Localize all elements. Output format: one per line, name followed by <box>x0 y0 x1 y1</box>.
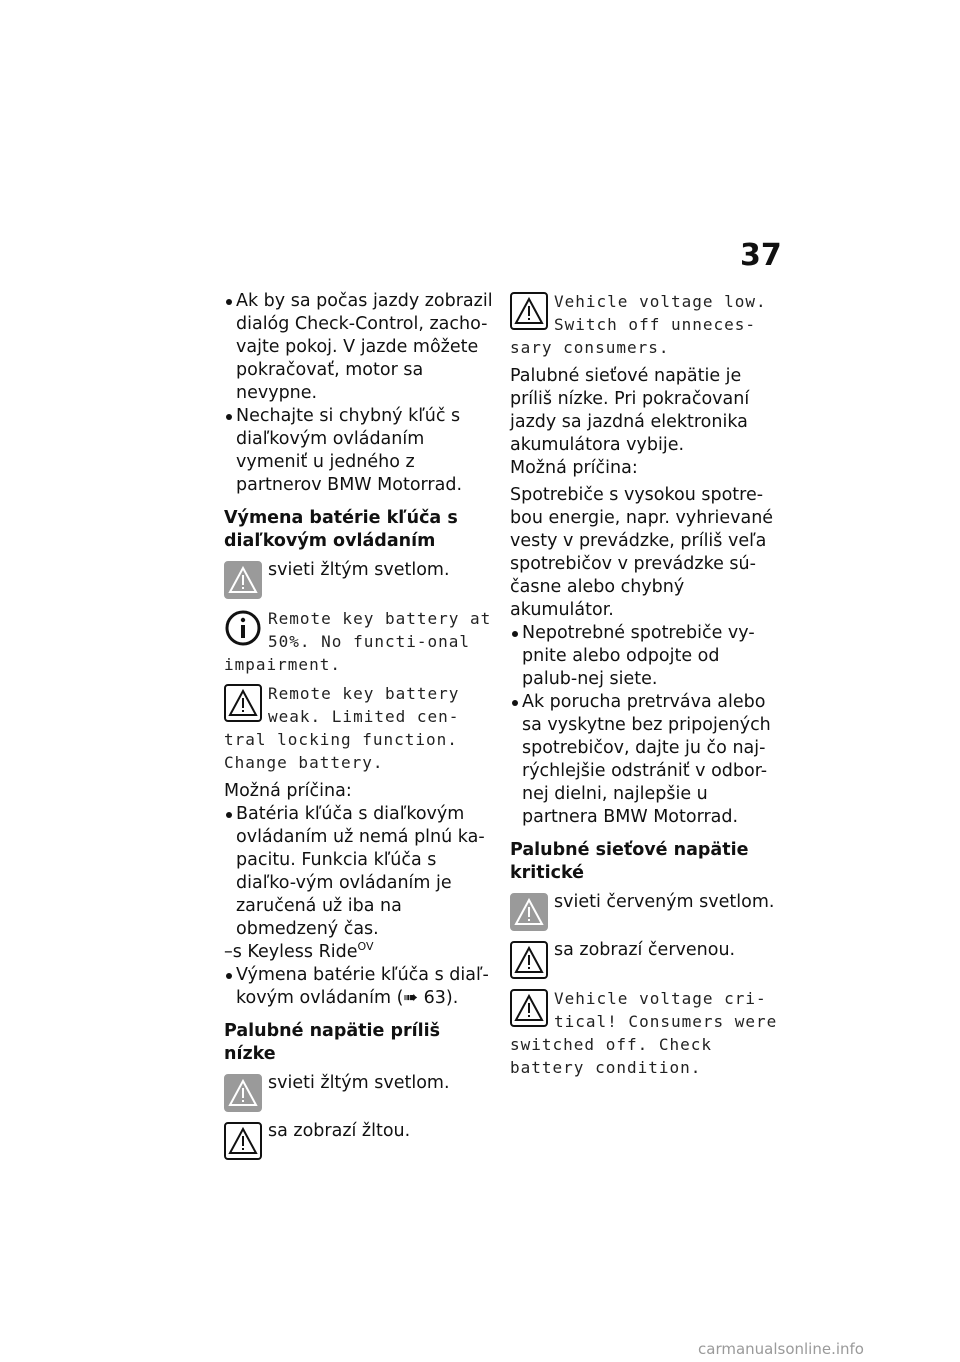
warning-triangle-icon <box>224 1122 262 1160</box>
arrow-icon: ➠ <box>403 988 419 1008</box>
footer-watermark: carmanualsonline.info <box>698 1340 864 1358</box>
left-column <box>224 290 494 1162</box>
keyless-text: –s Keyless Ride <box>224 942 358 962</box>
display-message: Remote key battery weak. Limited cen-tral locking function. Change battery. <box>224 684 460 772</box>
paragraph: Spotrebiče s vysokou spotre-bou energie, napr. vyhrievané vesty v prevádzke, príliš veľa spotrebičov v prevádzke sú-časne alebo chybný akumulátor. <box>510 485 774 620</box>
page-ref[interactable]: 63). <box>418 988 459 1008</box>
keyless-line <box>224 941 494 964</box>
display-text: sa zobrazí žltou. <box>268 1121 411 1141</box>
cause-label: Možná príčina: <box>224 781 352 801</box>
bullet-item <box>224 964 494 1010</box>
warning-display-row <box>510 939 780 981</box>
light-text: svieti červeným svetlom. <box>554 892 775 912</box>
bullet-item: Nepotrebné spotrebiče vy-pnite alebo odpojte od palub-nej siete. <box>510 622 780 691</box>
warning-triangle-icon <box>224 684 262 722</box>
info-message-row <box>224 607 494 676</box>
section-heading: Palubné napätie príliš nízke <box>224 1021 441 1064</box>
warning-triangle-icon <box>510 941 548 979</box>
bullet-item: Ak by sa počas jazdy zobrazil dialóg Check-Control, zacho-vajte pokoj. V jazde môžete pokračovať, motor sa nevypne. <box>224 290 494 405</box>
warning-message-row <box>510 987 780 1079</box>
display-message: Vehicle voltage low. Switch off unneces-sary consumers. <box>510 292 767 357</box>
cause-label: Možná príčina: <box>510 458 638 478</box>
warning-message-row <box>224 682 494 774</box>
warning-triangle-icon <box>510 292 548 330</box>
display-text: sa zobrazí červenou. <box>554 940 736 960</box>
display-message: Vehicle voltage cri-tical! Consumers were switched off. Check battery condition. <box>510 989 778 1077</box>
keyless-sup: OV <box>357 940 374 954</box>
warning-triangle-icon <box>510 989 548 1027</box>
bullet-item: Batéria kľúča s diaľkovým ovládaním už nemá plnú ka-pacitu. Funkcia kľúča s diaľko-vým ovládaním je zaručená už iba na obmedzený čas. <box>224 803 494 941</box>
warning-triangle-icon <box>224 1074 262 1112</box>
warning-light-row <box>224 1072 494 1114</box>
warning-triangle-icon <box>510 893 548 931</box>
warning-light-row <box>224 559 494 601</box>
bullet-item: Ak porucha pretrváva alebo sa vyskytne bez pripojených spotrebičov, dajte ju čo naj-rýchlejšie odstrániť v odbor-nej dielni, najlepšie u partnera BMW Motorrad. <box>510 691 780 829</box>
display-message: Remote key battery at 50%. No functi-onal impairment. <box>224 609 492 674</box>
right-column <box>510 290 780 1079</box>
info-icon <box>224 609 262 647</box>
page-number: 37 <box>740 238 782 273</box>
light-text: svieti žltým svetlom. <box>268 560 450 580</box>
light-text: svieti žltým svetlom. <box>268 1073 450 1093</box>
warning-light-row <box>510 891 780 933</box>
section-heading: Výmena batérie kľúča s diaľkovým ovládaním <box>224 508 458 551</box>
section-heading: Palubné sieťové napätie kritické <box>510 840 749 883</box>
warning-display-row <box>224 1120 494 1162</box>
warning-message-row <box>510 290 780 359</box>
bullet-item: Nechajte si chybný kľúč s diaľkovým ovládaním vymeniť u jedného z partnerov BMW Motorrad. <box>224 405 494 497</box>
paragraph: Palubné sieťové napätie je príliš nízke. Pri pokračovaní jazdy sa jazdná elektronika akumulátora vybije. <box>510 366 750 455</box>
warning-triangle-icon <box>224 561 262 599</box>
bullet-text: Výmena batérie kľúča s diaľ-kovým ovládaním ( <box>236 965 489 1008</box>
